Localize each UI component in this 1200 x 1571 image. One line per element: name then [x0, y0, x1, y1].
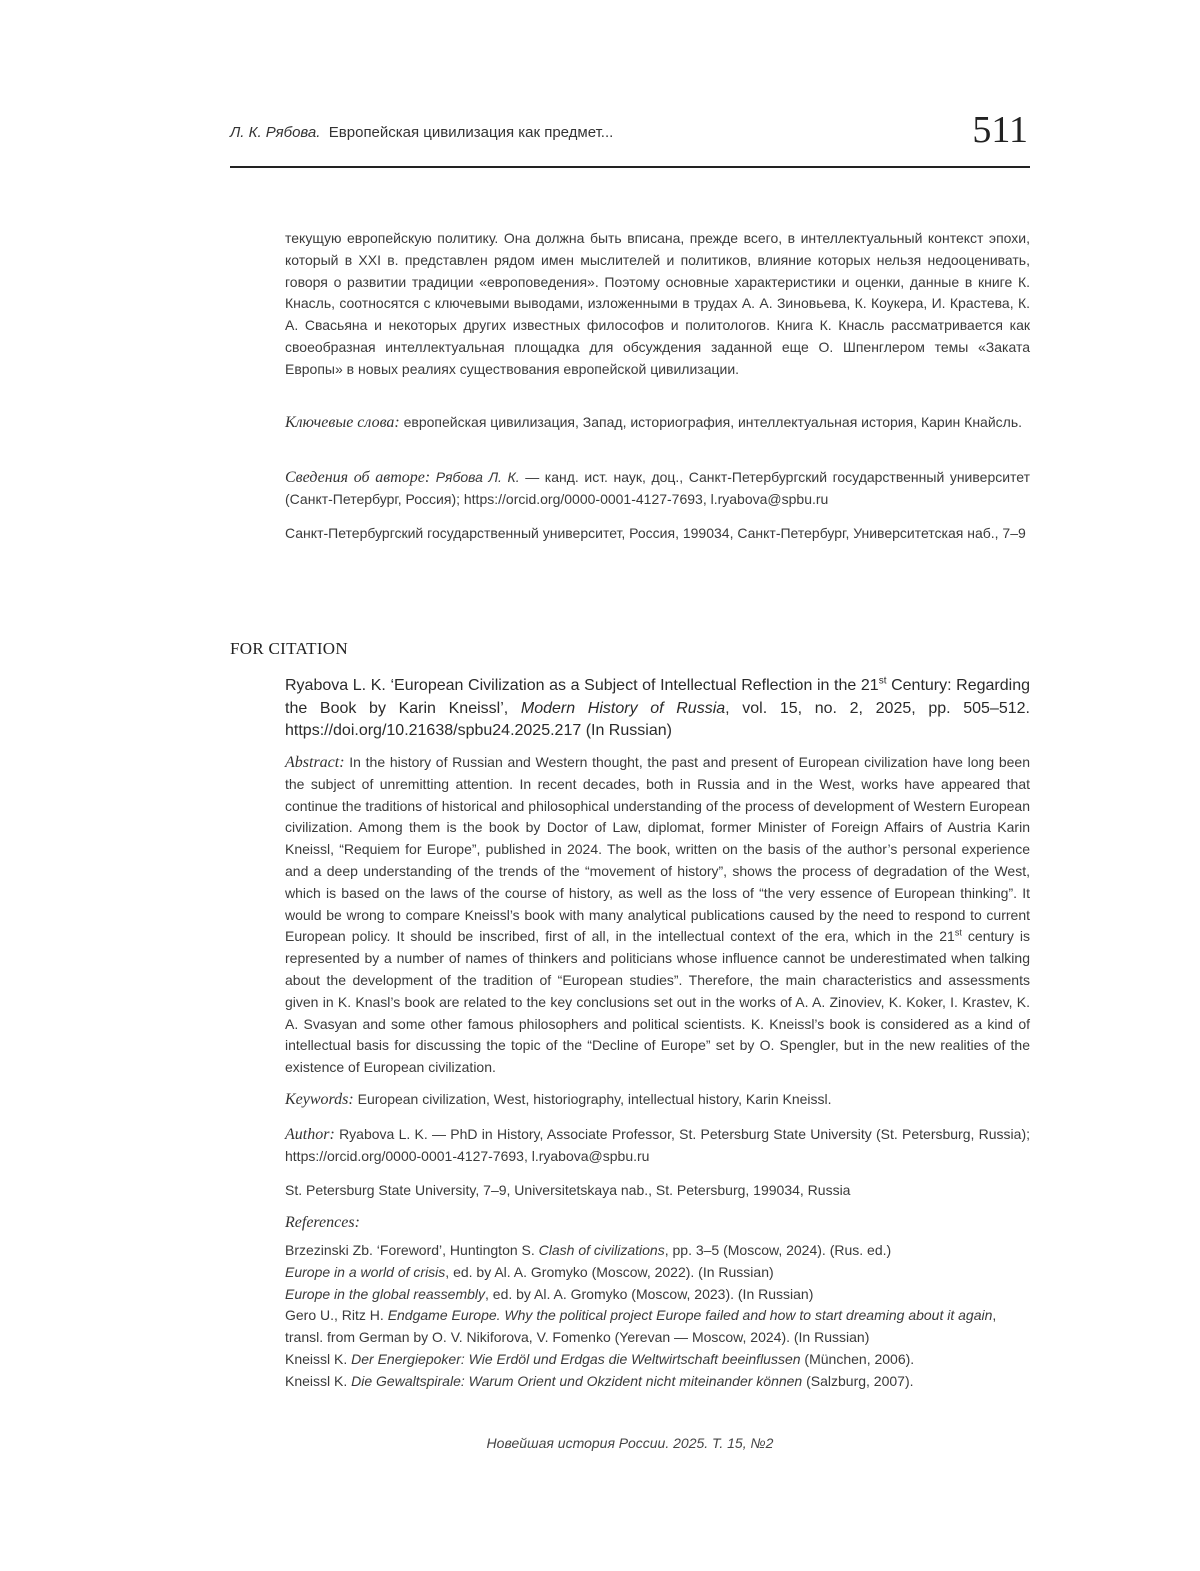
- author-info-en: [285, 1124, 1030, 1168]
- citation-part-2: Century: Regarding the Book by Karin Kneissl’,: [285, 677, 1030, 717]
- abstract-en-superscript: st: [954, 927, 962, 938]
- author-ru-text: — канд. ист. наук, доц., Санкт-Петербургский государственный университет (Санкт-Петербург, Россия); https://orcid.org/0000-0001-4127-7693, l.ryabova@spbu.ru: [285, 469, 1031, 507]
- running-title: [230, 124, 613, 141]
- citation-heading: FOR CITATION: [230, 639, 348, 658]
- page-number: 511: [972, 109, 1028, 151]
- running-header: [230, 108, 1030, 166]
- abstract-en: [285, 752, 1030, 1079]
- reference-item: Kneissl K. Der Energiepoker: Wie Erdöl und Erdgas die Weltwirtschaft beeinflussen (München, 2006).: [285, 1350, 915, 1367]
- affiliation-ru-text: Санкт-Петербургский государственный университет, Россия, 199034, Санкт-Петербург, Университетская наб., 7–9: [285, 525, 1026, 541]
- abstract-en-label: Abstract:: [285, 754, 345, 771]
- header-rule: [230, 166, 1030, 168]
- author-en-text: Ryabova L. K. — PhD in History, Associate Professor, St. Petersburg State University (St. Petersburg, Russia); https://orcid.org/0000-0001-4127-7693, l.ryabova@spbu.ru: [285, 1126, 1031, 1164]
- abstract-en-part-1: In the history of Russian and Western thought, the past and present of European civilization have long been the subject of unremitting attention. In recent decades, both in Russia and in the West, works have appeared that continue the traditions of historical and philosophical understanding of the process of development of Western European civilization. Among them is the book by Doctor of Law, diplomat, former Minister of Foreign Affairs of Austria Karin Kneissl, “Requiem for Europe”, published in 2024. The book, written on the basis of the author’s personal experience and a deep understanding of the trends of the “movement of history”, shows the process of degradation of the West, which is based on the laws of the course of history, as well as the loss of “the very essence of European thinking”. It would be wrong to compare Kneissl’s book with many analytical publications caused by the need to respond to current European policy. It should be inscribed, first of all, in the intellectual context of the era, which in the 21: [285, 754, 1030, 945]
- keywords-ru-text: европейская цивилизация, Запад, историография, интеллектуальная история, Карин Кнайсль.: [403, 414, 1023, 430]
- running-author: Л. К. Рябова.: [230, 124, 321, 141]
- running-article-title: Европейская цивилизация как предмет...: [328, 124, 614, 141]
- keywords-en: [285, 1089, 1030, 1111]
- reference-item: Europe in the global reassembly, ed. by Al. A. Gromyko (Moscow, 2023). (In Russian): [285, 1285, 814, 1302]
- author-en-label: Author:: [285, 1126, 335, 1143]
- affiliation-en: [285, 1180, 1030, 1202]
- author-ru-name: Рябова Л. К.: [435, 469, 520, 485]
- citation-superscript: st: [878, 675, 887, 687]
- page-footer: Новейшая история России. 2025. Т. 15, №2: [486, 1435, 774, 1451]
- references-heading: [285, 1212, 1030, 1234]
- abstract-ru-continuation: [285, 228, 1030, 381]
- affiliation-ru: [285, 523, 1030, 545]
- reference-item: Gero U., Ritz H. Endgame Europe. Why the political project Europe failed and how to start dreaming about it again, transl. from German by O. V. Nikiforova, V. Fomenko (Yerevan — Moscow, 2024). (In Russian): [285, 1307, 997, 1346]
- keywords-ru-label: Ключевые слова:: [285, 414, 400, 431]
- abstract-en-part-2: century is represented by a number of names of thinkers and politicians whose influence cannot be underestimated when talking about the development of the tradition of “European studies”. Therefore, the main characteristics and assessments given in K. Knasl’s book are related to the key conclusions set out in the works of A. A. Zinoviev, K. Koker, I. Krastev, K. A. Svasyan and some other famous philosophers and political scientists. K. Kneissl’s book is considered as a kind of intellectual basis for discussing the topic of the “Decline of Europe” set by O. Spengler, but in the new realities of the existence of European civilization.: [285, 928, 1030, 1076]
- references-label: References:: [285, 1214, 360, 1231]
- reference-item: Brzezinski Zb. ‘Foreword’, Huntington S. Clash of civilizations, pp. 3–5 (Moscow, 2024). (Rus. ed.): [285, 1242, 892, 1258]
- keywords-en-text: European civilization, West, historiography, intellectual history, Karin Kneissl.: [357, 1091, 832, 1107]
- affiliation-en-text: St. Petersburg State University, 7–9, Universitetskaya nab., St. Petersburg, 199034, Russia: [285, 1182, 851, 1198]
- citation: [285, 675, 1030, 743]
- reference-item: Kneissl K. Die Gewaltspirale: Warum Orient und Okzident nicht miteinander können (Salzburg, 2007).: [285, 1372, 914, 1389]
- abstract-ru-text: текущую европейскую политику. Она должна быть вписана, прежде всего, в интеллектуальный контекст эпохи, который в XXI в. представлен рядом имен мыслителей и политиков, влияние которых нельзя недооценивать, говоря о развитии традиции «европоведения». Поэтому основные характеристики и оценки, данные в книге К. Кнасль, соотносятся с ключевыми выводами, изложенными в трудах А. А. Зиновьева, К. Коукера, И. Крастева, К. А. Свасьяна и некоторых других известных философов и политологов. Книга К. Кнасль рассматривается как своеобразная интеллектуальная площадка для обсуждения заданной еще О. Шпенглером темы «Заката Европы» в новых реалиях существования европейской цивилизации.: [285, 230, 1030, 377]
- author-ru-label: Сведения об авторе:: [285, 469, 431, 486]
- citation-journal: Modern History of Russia: [520, 699, 726, 717]
- citation-part-3: , vol. 15, no. 2, 2025, pp. 505–512. https://doi.org/10.21638/spbu24.2025.217 (In Russian): [285, 699, 1030, 739]
- references-list: [285, 1240, 1030, 1393]
- keywords-ru: [285, 412, 1030, 434]
- reference-item: Europe in a world of crisis, ed. by Al. A. Gromyko (Moscow, 2022). (In Russian): [285, 1263, 774, 1280]
- author-info-ru: [285, 467, 1030, 511]
- citation-part-1: Ryabova L. K. ‘European Civilization as a Subject of Intellectual Reflection in the 21: [285, 677, 879, 694]
- keywords-en-label: Keywords:: [285, 1091, 354, 1108]
